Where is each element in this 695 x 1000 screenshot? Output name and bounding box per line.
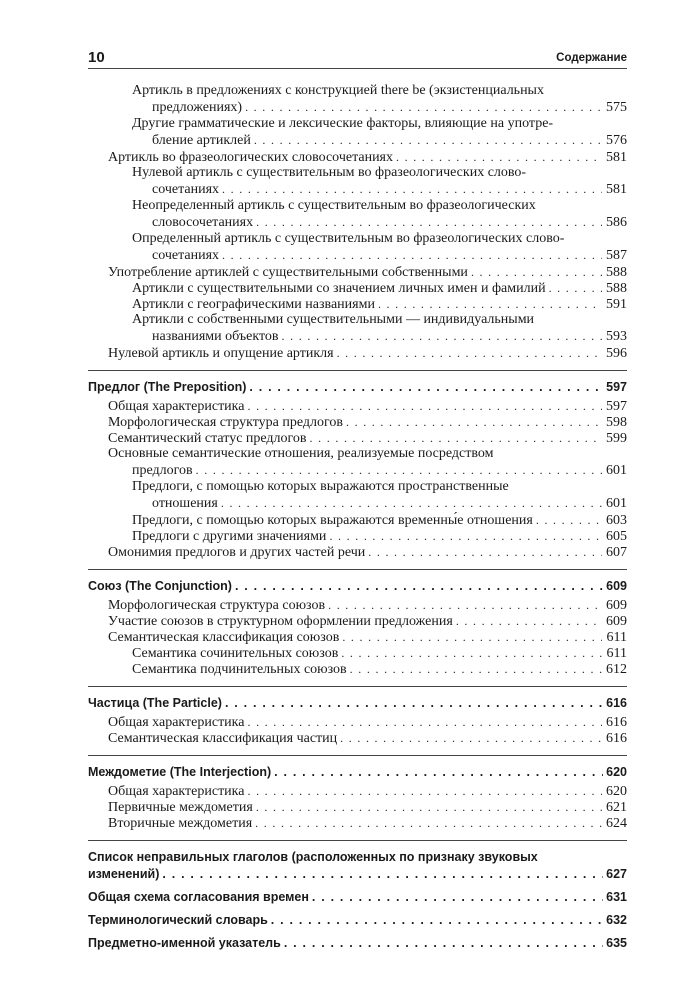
toc-chapter-particle: Частица (The Particle) . . . 616 [88,696,627,713]
toc-entry: Омонимия предлогов и других частей речи . . . 607 [88,544,627,560]
toc-entry: Семантика сочинительных союзов . . . 611 [88,645,627,661]
toc-entry-first-line: Предлоги, с помощью которых выражаются пространственные [132,479,509,494]
toc-entry-first-line: Артикли с собственными существительными — индивидуальными [132,312,535,327]
toc-page-number: 621 [606,800,627,815]
toc-page-number: 620 [606,765,627,779]
toc-page-number: 596 [606,346,627,361]
toc-chapter-conjunction: Союз (The Conjunction) . . . 609 [88,579,627,596]
toc-page-number: 598 [606,415,627,430]
toc-chapter-irregular-verbs-first-line: Список неправильных глаголов (расположенных по признаку звуковых [88,850,538,864]
toc-chapter-glossary: Терминологический словарь . . . 632 [88,913,627,930]
toc-entry: Предлоги, с помощью которых выражаются временны́е отношения . . . 603 [88,512,627,528]
toc-entry: предложениях) . . . 575 [88,99,627,116]
toc-page-number: 603 [606,513,627,528]
toc-chapter-interjection: Междометие (The Interjection) . . . 620 [88,765,627,782]
toc-entry: Вторичные междометия . . . 624 [88,815,627,831]
header-rule [88,68,627,69]
toc-page-number: 597 [606,399,627,414]
toc-page-number: 597 [606,380,627,394]
toc-page-number: 616 [606,696,627,710]
toc-entry: Нулевой артикль и опущение артикля . . . 596 [88,345,627,361]
toc-page-number: 616 [606,715,627,730]
running-header: Содержание [556,52,627,64]
toc-entry: предлогов . . . 601 [88,462,627,479]
toc-chapter-subject-index: Предметно-именной указатель . . . 635 [88,936,627,953]
table-of-contents [88,83,627,953]
section-rule [88,370,627,371]
toc-entry-first-line: Основные семантические отношения, реализуемые посредством [108,446,494,461]
toc-entry: Морфологическая структура предлогов . . . 598 [88,414,627,430]
toc-entry: Артикль во фразеологических словосочетаниях . . . 581 [88,149,627,165]
toc-page-number: 605 [606,529,627,544]
toc-entry: Участие союзов в структурном оформлении предложения . . . 609 [88,613,627,629]
toc-entry: Предлоги с другими значениями . . . 605 [88,528,627,544]
toc-page-number: 607 [606,545,627,560]
toc-chapter-irregular-verbs: изменений) . . . 627 [88,867,627,884]
toc-page-number: 591 [606,297,627,312]
toc-entry-first-line: Неопределенный артикль с существительным во фразеологических [132,198,536,213]
toc-page-number: 632 [606,913,627,927]
toc-entry: сочетаниях . . . 587 [88,247,627,264]
section-rule [88,840,627,841]
toc-entry: Артикли с географическими названиями . . . 591 [88,296,627,312]
toc-page-number: 631 [606,890,627,904]
toc-page-number: 576 [606,133,627,148]
toc-entry-first-line: Артикль в предложениях с конструкцией there be (экзистенциальных [132,83,544,98]
toc-page-number: 581 [606,150,627,165]
toc-page-number: 581 [606,182,627,197]
section-rule [88,569,627,570]
toc-entry: Общая характеристика . . . 597 [88,398,627,414]
section-rule [88,755,627,756]
toc-entry: отношения . . . 601 [88,495,627,512]
toc-page-number: 611 [606,646,627,661]
toc-chapter-tense-agreement: Общая схема согласования времен . . . 631 [88,890,627,907]
toc-page-number: 588 [606,265,627,280]
toc-entry: Семантика подчинительных союзов . . . 612 [88,661,627,677]
section-rule [88,686,627,687]
toc-page-number: 601 [606,496,627,511]
toc-entry: Семантическая классификация частиц . . . 616 [88,730,627,746]
toc-chapter-preposition: Предлог (The Preposition) . . . 597 [88,380,627,397]
toc-entry: Первичные междометия . . . 621 [88,799,627,815]
toc-page-number: 588 [606,281,627,296]
toc-page-number: 620 [606,784,627,799]
toc-page-number: 627 [606,867,627,881]
toc-page-number: 635 [606,936,627,950]
toc-entry: Общая характеристика . . . 616 [88,714,627,730]
toc-page-number: 586 [606,215,627,230]
toc-page-number: 616 [606,731,627,746]
toc-entry: Артикли с существительными со значением личных имен и фамилий . . . 588 [88,280,627,296]
toc-entry-first-line: Определенный артикль с существительным во фразеологических слово- [132,231,565,246]
toc-entry: названиями объектов . . . 593 [88,328,627,345]
toc-entry-first-line: Нулевой артикль с существительным во фразеологических слово- [132,165,527,180]
toc-page-number: 599 [606,431,627,446]
page-number: 10 [88,49,105,66]
toc-page-number: 593 [606,329,627,344]
toc-entry: Семантическая классификация союзов . . . 611 [88,629,627,645]
toc-page-number: 587 [606,248,627,263]
toc-entry: словосочетаниях . . . 586 [88,214,627,231]
toc-page-number: 624 [606,816,627,831]
toc-entry: Употребление артиклей с существительными собственными . . . 588 [88,264,627,280]
toc-page-number: 575 [606,100,627,115]
toc-entry-first-line: Другие грамматические и лексические факторы, влияющие на употре- [132,116,554,131]
toc-entry: Морфологическая структура союзов . . . 609 [88,597,627,613]
toc-page-number: 611 [606,630,627,645]
toc-entry: Общая характеристика . . . 620 [88,783,627,799]
toc-page-number: 609 [606,598,627,613]
toc-entry: бление артиклей . . . 576 [88,132,627,149]
toc-page-number: 609 [606,614,627,629]
toc-entry: Семантический статус предлогов . . . 599 [88,430,627,446]
toc-page-number: 612 [606,662,627,677]
toc-page-number: 609 [606,579,627,593]
toc-page-number: 601 [606,463,627,478]
toc-entry: сочетаниях . . . 581 [88,181,627,198]
